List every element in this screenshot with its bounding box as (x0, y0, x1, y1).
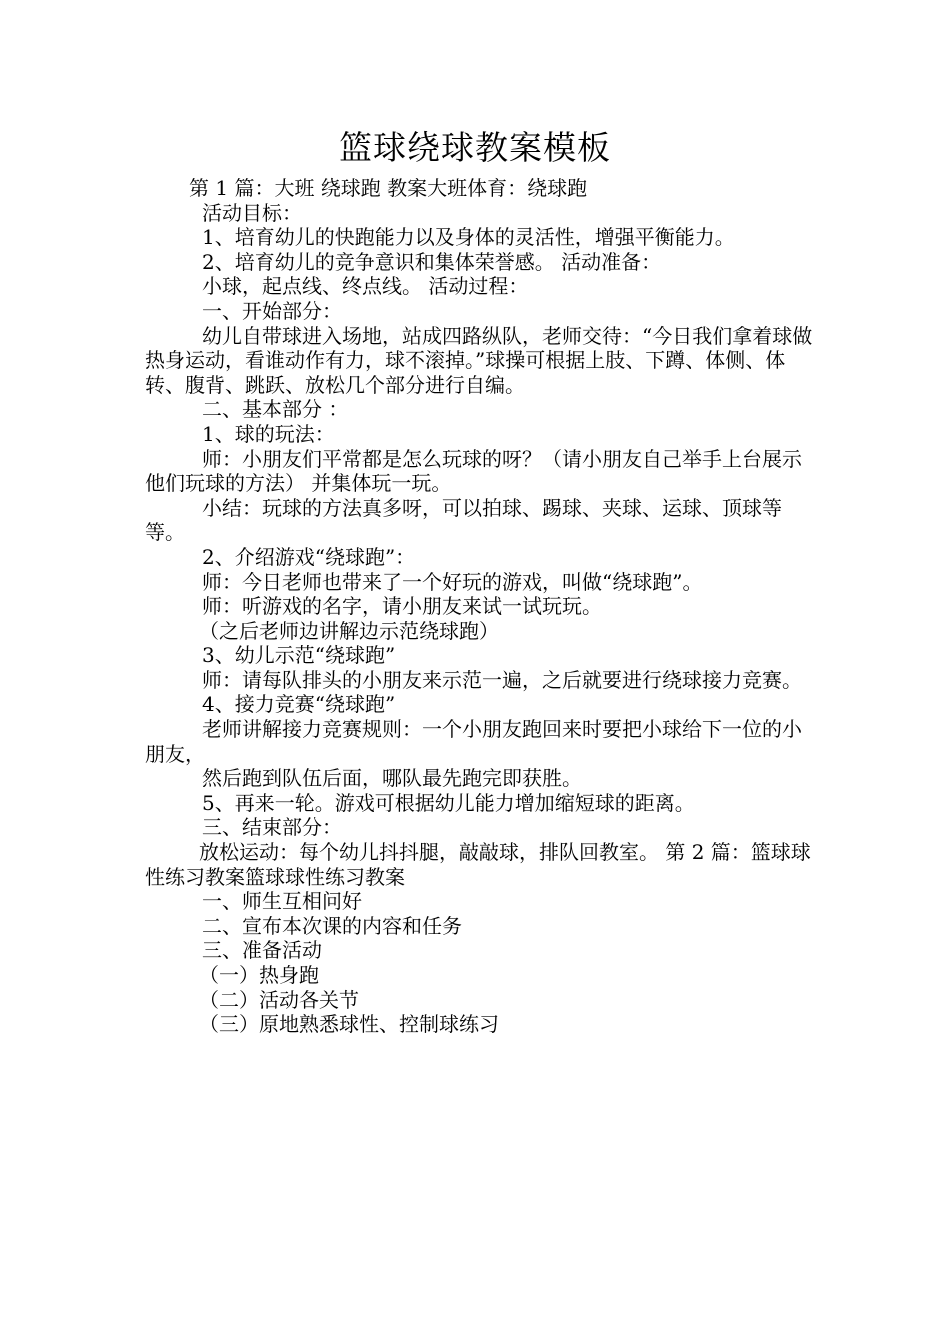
paragraph-warmup: 幼儿自带球进入场地，站成四路纵队，老师交待：“今日我们拿着球做热身运动，看谁动作有力，球不滚掉。”球操可根据上肢、下蹲、体侧、体转、腹背、跳跃、放松几个部分进行自编。 (145, 323, 813, 397)
paragraph-warmup-run: （一）热身跑 (199, 963, 319, 987)
paragraph-section-basic: 二、基本部分 ： (202, 397, 349, 422)
paragraph-article-1-heading: 第 1 篇：大班 绕球跑 教案大班体育：绕球跑 (189, 176, 588, 200)
paragraph-goal-2: 2、培育幼儿的竞争意识和集体荣誉感。 活动准备： (202, 249, 662, 274)
paragraph-announce: 二、宣布本次课的内容和任务 (202, 913, 462, 938)
paragraph-section-end: 三、结束部分： (202, 815, 342, 840)
paragraph-greeting: 一、师生互相问好 (202, 889, 362, 914)
paragraph-cooldown: 放松运动：每个幼儿抖抖腿，敲敲球，排队回教室。 第 2 篇：篮球球性练习教案篮球球性练习教案 (145, 840, 811, 889)
paragraph-teacher-try: 师：听游戏的名字，请小朋友来试一试玩玩。 (202, 594, 602, 619)
paragraph-teacher-demo: 师：请每队排头的小朋友来示范一遍，之后就要进行绕球接力竞赛。 (202, 667, 802, 692)
paragraph-goal-1: 1、培育幼儿的快跑能力以及身体的灵活性，增强平衡能力。 (202, 225, 735, 250)
paragraph-demo-note: （之后老师边讲解边示范绕球跑） (199, 618, 499, 643)
paragraph-intro-game: 2、介绍游戏“绕球跑”： (202, 544, 416, 569)
paragraph-relay-finish: 然后跑到队伍后面，哪队最先跑完即获胜。 (202, 766, 582, 791)
paragraph-section-start: 一、开始部分： (202, 298, 342, 323)
paragraph-teacher-game: 师：今日老师也带来了一个好玩的游戏，叫做“绕球跑”。 (202, 569, 703, 594)
document-body (145, 176, 821, 1037)
paragraph-ball-play: 1、球的玩法： (202, 421, 335, 446)
paragraph-another-round: 5、再来一轮。游戏可根据幼儿能力增加缩短球的距离。 (202, 790, 695, 815)
paragraph-relay: 4、接力竞赛“绕球跑” (202, 692, 396, 717)
paragraph-child-demo: 3、幼儿示范“绕球跑” (202, 643, 396, 668)
paragraph-joints: （二）活动各关节 (199, 987, 359, 1012)
paragraph-relay-rules: 老师讲解接力竞赛规则：一个小朋友跑回来时要把小球给下一位的小朋友， (145, 717, 802, 766)
paragraph-prep: 三、准备活动 (202, 938, 322, 963)
document-title: 篮球绕球教案模板 (339, 128, 611, 167)
paragraph-summary: 小结：玩球的方法真多呀，可以拍球、踢球、夹球、运球、顶球等等。 (145, 495, 782, 545)
paragraph-ball-control: （三）原地熟悉球性、控制球练习 (199, 1012, 499, 1037)
paragraph-materials: 小球，起点线、终点线。 活动过程： (202, 274, 529, 299)
paragraph-teacher-question: 师：小朋友们平常都是怎么玩球的呀？（请小朋友自己举手上台展示他们玩球的方法） 并集体玩一玩。 (145, 446, 802, 496)
paragraph-goals-label: 活动目标： (202, 200, 302, 225)
